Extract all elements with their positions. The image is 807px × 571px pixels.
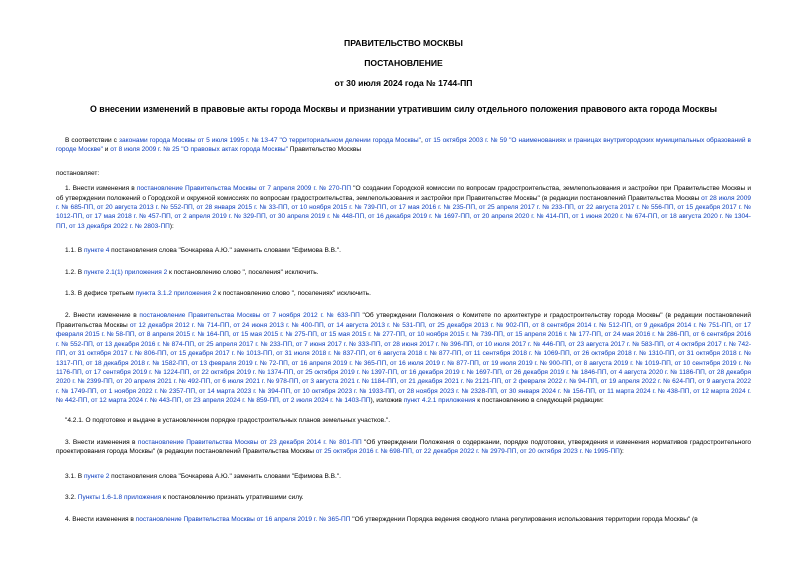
link-resolution-801-pp[interactable]: постановление Правительства Москвы от 23 декабря 2014 г. № 801-ПП [137, 438, 362, 446]
paragraph-3 [56, 438, 751, 457]
paragraph-text: 1.2. В [65, 268, 84, 276]
paragraph-1 [56, 184, 751, 231]
paragraph-text: ): [619, 448, 624, 456]
document-title: О внесении изменений в правовые акты города Москвы и признании утратившим силу отдельного положения правового акта города Москвы [90, 104, 717, 114]
paragraph-text: к постановлению признать утратившими силу. [161, 494, 304, 502]
paragraph-text: 4. Внести изменения в [65, 515, 136, 523]
issuer-heading: ПРАВИТЕЛЬСТВО МОСКВЫ [344, 38, 463, 48]
link-point-2[interactable]: пункте 2 [83, 472, 110, 480]
preamble-paragraph [56, 136, 751, 155]
link-points-1-6-1-8-annex[interactable]: Пункты 1.6-1.8 приложения [77, 494, 162, 502]
preamble-text: и [102, 146, 111, 154]
link-law-13-47[interactable]: законами города Москвы от 5 июля 1995 г. № 13-47 "О территориальном делении города Москвы" [118, 137, 421, 144]
paragraph-text: 1.1. В [65, 247, 84, 255]
link-point-4[interactable]: пункте 4 [83, 247, 110, 255]
link-resolution-270-pp[interactable]: постановление Правительства Москвы от 7 апреля 2009 г. № 270-ПП [136, 185, 352, 193]
link-law-25[interactable]: от 8 июля 2009 г. № 25 "О правовых актах города Москвы" [110, 146, 288, 154]
document-date-number: от 30 июля 2024 года № 1744-ПП [334, 78, 473, 88]
link-amendments-801-pp[interactable]: от 25 октября 2016 г. № 698-ПП, от 22 декабря 2022 г. № 2979-ПП, от 20 октября 2023 г. № 1995-ПП [315, 448, 620, 456]
link-amendments-270-pp[interactable]: от 28 июля 2009 г. № 685-ПП, от 20 августа 2013 г. № 552-ПП, от 28 января 2015 г. № 33-ПП, от 10 ноября 2015 г. № 739-ПП, от 17 мая 2016 г. № 235-ПП, от 25 апреля 2017 г. № 233-ПП, от 22 августа 2017 г. № 556-ПП, от 15 декабря 2017 г. № 1012-ПП, от 17 мая 2018 г. № 457-ПП, от 2 апреля 2019 г. № 329-ПП, от 30 апреля 2019 г. № 448-ПП, от 16 декабря 2019 г. № 1697-ПП, от 20 апреля 2020 г. № 414-ПП, от 1 июня 2020 г. № 674-ПП, от 18 августа 2020 г. № 1304-ПП, от 13 декабря 2022 г. № 2803-ПП [56, 194, 751, 230]
paragraph-text: "Об утверждении Положения о содержании, порядке подготовки, утверждения и изменения нормативов градостроительного проектирования города Москвы" (в редакции постановлений Правительства Москвы [56, 438, 751, 456]
link-resolution-365-pp[interactable]: постановление Правительства Москвы от 16 апреля 2019 г. № 365-ПП [135, 515, 351, 523]
paragraph-text: "О создании Городской комиссии по вопросам градостроительства, землепользования и застройки при Правительстве Москвы и об утверждении положений о Городской и окружной комиссиях по вопросам градостроительства, землепользования и застройки при Правительстве Москвы" (в редакции постановлений Правительства Москвы [56, 185, 751, 202]
paragraph-text: "Об утверждении Положения о Комитете по архитектуре и градостроительству города Москвы" (в редакции постановлений Правительства Москвы [56, 312, 751, 329]
paragraph-4 [56, 515, 751, 524]
document-type-heading: ПОСТАНОВЛЕНИЕ [364, 58, 443, 68]
paragraph-1-2 [56, 268, 751, 277]
paragraph-text: 3. Внести изменения в [65, 438, 138, 446]
paragraph-text: 1.3. В дефисе третьем [65, 290, 136, 298]
paragraph-text: постановления слова "Бочкарева А.Ю." заменить словами "Ефимова В.В.". [109, 472, 342, 480]
paragraph-text: к постановлению слово ", поселения" исключить. [167, 268, 319, 276]
paragraph-text: 3.2. [65, 494, 78, 502]
preamble-text: В соответствии с [65, 137, 119, 144]
link-point-4-2-1-annex[interactable]: пункт 4.2.1 приложения [403, 397, 476, 405]
preamble-text: Правительство Москвы [287, 146, 362, 154]
resolves-line: постановляет: [56, 169, 100, 177]
link-resolution-633-pp[interactable]: постановление Правительства Москвы от 7 ноября 2012 г. № 633-ПП [139, 312, 360, 320]
link-point-3-1-2-annex-2[interactable]: пункта 3.1.2 приложения 2 [135, 290, 217, 298]
preamble-text: , [420, 137, 425, 144]
link-point-2-1-1-annex-2[interactable]: пункте 2.1(1) приложения 2 [83, 268, 168, 276]
paragraph-1-3 [56, 289, 751, 298]
paragraph-text: постановления слова "Бочкарева А.Ю." заменить словами "Ефимова В.В.". [109, 247, 342, 255]
link-amendments-633-pp[interactable]: от 12 декабря 2012 г. № 714-ПП, от 24 июня 2013 г. № 400-ПП, от 14 августа 2013 г. № 531-ПП, от 25 декабря 2013 г. № 902-ПП, от 8 сентября 2014 г. № 512-ПП, от 9 декабря 2014 г. № 751-ПП, от 17 февраля 2015 г. № 58-ПП, от 8 апреля 2015 г. № 164-ПП, от 15 мая 2015 г. № 275-ПП, от 15 мая 2015 г. № 277-ПП, от 10 ноября 2015 г. № 739-ПП, от 15 апреля 2016 г. № 177-ПП, от 24 мая 2016 г. № 286-ПП, от 6 сентября 2016 г. № 552-ПП, от 13 декабря 2016 г. № 874-ПП, от 25 апреля 2017 г. № 233-ПП, от 7 июня 2017 г. № 333-ПП, от 28 июня 2017 г. № 396-ПП, от 10 июля 2017 г. № 446-ПП, от 23 августа 2017 г. № 583-ПП, от 4 октября 2017 г. № 742-ПП, от 31 октября 2017 г. № 806-ПП, от 15 декабря 2017 г. № 1013-ПП, от 31 июля 2018 г. № 837-ПП, от 6 августа 2018 г. № 877-ПП, от 11 сентября 2018 г. № 1069-ПП, от 26 октября 2018 г. № 1310-ПП, от 31 октября 2018 г. № 1317-ПП, от 18 декабря 2018 г. № 1582-ПП, от 13 февраля 2019 г. № 72-ПП, от 16 апреля 2019 г. № 365-ПП, от 16 июля 2019 г. № 877-ПП, от 19 июля 2019 г. № 900-ПП, от 8 августа 2019 г. № 1019-ПП, от 10 сентября 2019 г. № 1176-ПП, от 17 сентября 2019 г. № 1224-ПП, от 22 октября 2019 г. № 1374-ПП, от 25 октября 2019 г. № 1397-ПП, от 16 декабря 2019 г. № 1697-ПП, от 26 декабря 2019 г. № 1846-ПП, от 4 августа 2020 г. № 1186-ПП, от 28 декабря 2020 г. № 2399-ПП, от 20 апреля 2021 г. № 492-ПП, от 6 июля 2021 г. № 978-ПП, от 3 августа 2021 г. № 1184-ПП, от 21 декабря 2021 г. № 2121-ПП, от 2 февраля 2022 г. № 94-ПП, от 19 апреля 2022 г. № 624-ПП, от 9 августа 2022 г. № 1749-ПП, от 1 ноября 2022 г. № 2357-ПП, от 14 марта 2023 г. № 394-ПП, от 10 октября 2023 г. № 1933-ПП, от 28 ноября 2023 г. № 2328-ПП, от 30 января 2024 г. № 156-ПП, от 11 марта 2024 г. № 438-ПП, от 12 марта 2024 г. № 442-ПП, от 12 марта 2024 г. № 443-ПП, от 23 апреля 2024 г. № 859-ПП, от 2 июля 2024 г. № 1403-ПП [56, 321, 751, 405]
paragraph-3-1 [56, 472, 751, 481]
paragraph-text: ), изложив [370, 397, 404, 405]
link-law-59[interactable]: от 15 октября 2003 г. № 59 "О наименованиях и границах внутригородских муниципальных образований в городе Москве" [56, 137, 752, 154]
paragraph-text: 1. Внести изменения в [65, 185, 137, 193]
paragraph-1-1 [56, 246, 751, 255]
paragraph-text: к постановлению в следующей редакции: [475, 397, 604, 405]
paragraph-text: 2. Внести изменение в [65, 312, 140, 320]
paragraph-3-2 [56, 493, 751, 502]
paragraph-text: ): [169, 222, 174, 230]
paragraph-text: 3.1. В [65, 472, 84, 480]
paragraph-2-quote: "4.2.1. О подготовке и выдаче в установленном порядке градостроительных планов земельных участков.". [65, 416, 391, 424]
paragraph-2 [56, 311, 751, 405]
paragraph-text: "Об утверждении Порядка ведения сводного плана регулирования использования территории города Москвы" (в [350, 515, 698, 523]
paragraph-text: к постановлению слово ", поселениях" исключить. [216, 290, 371, 298]
